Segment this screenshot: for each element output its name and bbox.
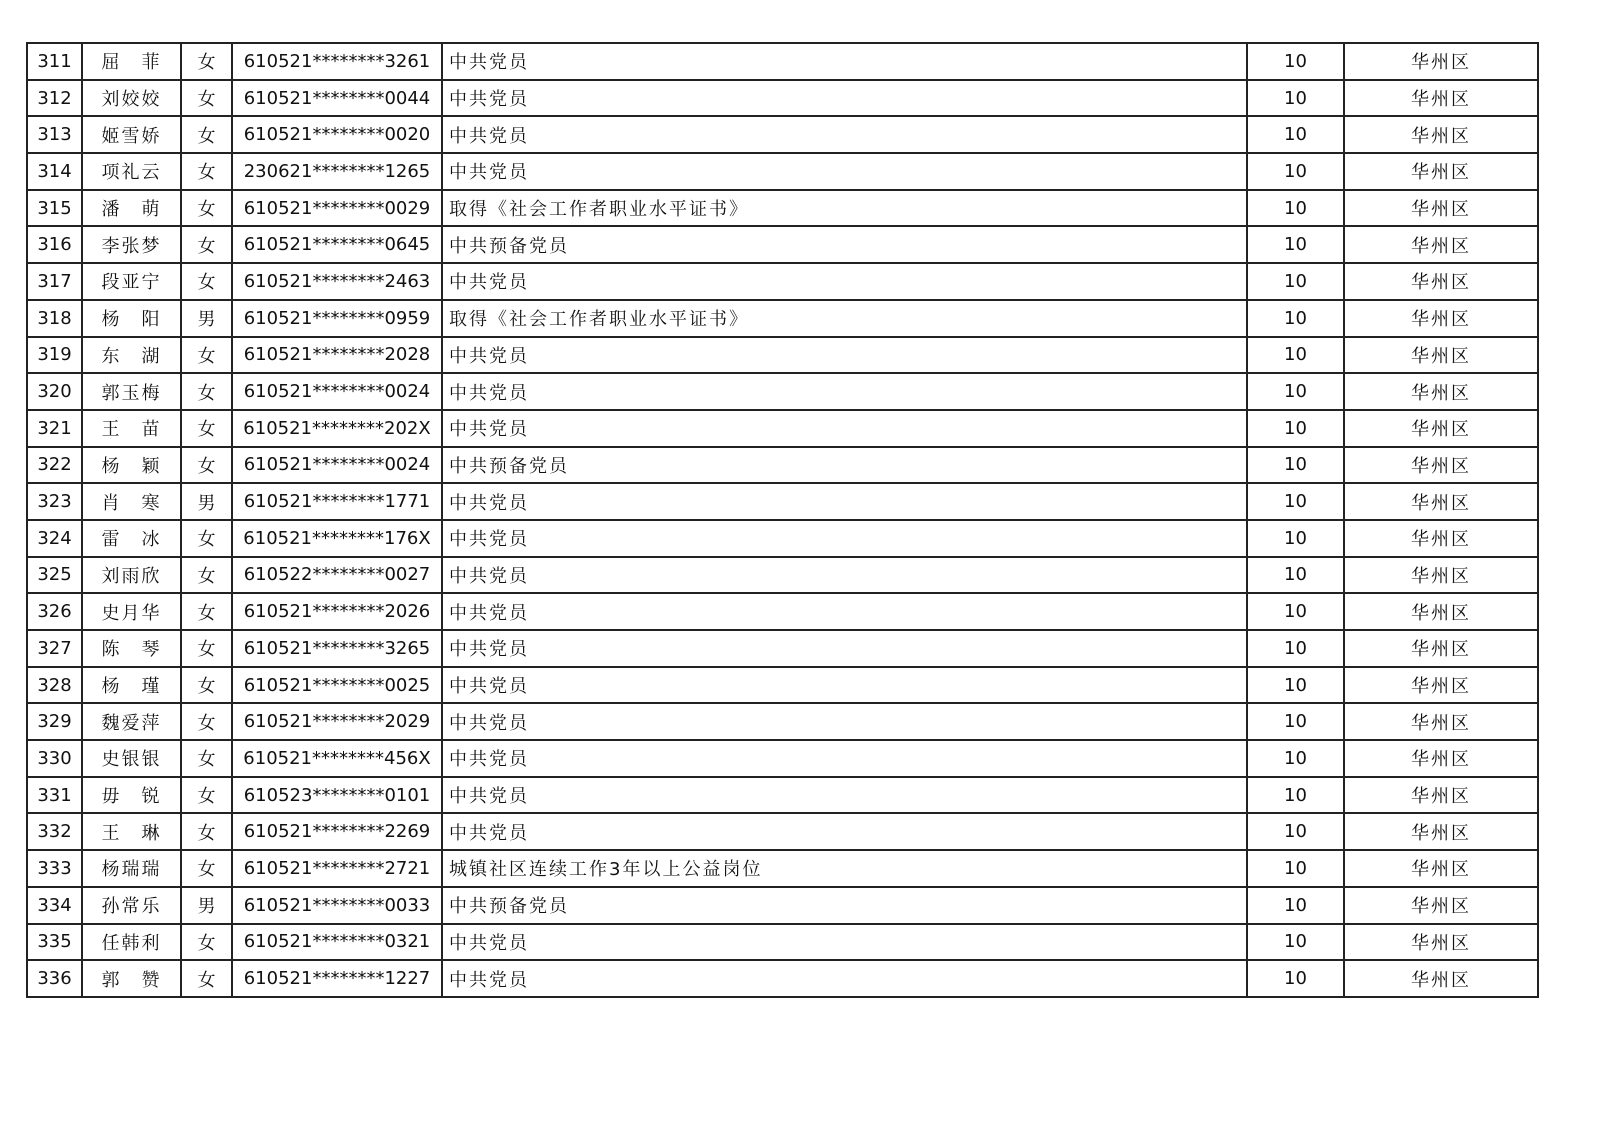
name-cell: 段亚宁 [82, 263, 181, 300]
row-number-cell: 319 [27, 337, 82, 374]
name-cell: 潘 萌 [82, 190, 181, 227]
id-number-cell: 610521********0020 [232, 116, 442, 153]
score-cell: 10 [1247, 226, 1344, 263]
gender-cell: 女 [181, 557, 232, 594]
id-number-cell: 610521********3265 [232, 630, 442, 667]
name-cell: 刘姣姣 [82, 80, 181, 117]
gender-cell: 女 [181, 263, 232, 300]
table-row [27, 190, 1538, 227]
score-cell: 10 [1247, 447, 1344, 484]
gender-cell: 女 [181, 593, 232, 630]
id-number-cell: 610521********0024 [232, 373, 442, 410]
score-cell: 10 [1247, 263, 1344, 300]
row-number-cell: 333 [27, 850, 82, 887]
name-cell: 孙常乐 [82, 887, 181, 924]
score-cell: 10 [1247, 80, 1344, 117]
qualification-cell: 中共党员 [442, 153, 1247, 190]
row-number-cell: 327 [27, 630, 82, 667]
district-cell: 华州区 [1344, 153, 1538, 190]
table-row [27, 116, 1538, 153]
row-number-cell: 324 [27, 520, 82, 557]
name-cell: 史月华 [82, 593, 181, 630]
district-cell: 华州区 [1344, 740, 1538, 777]
id-number-cell: 610521********0044 [232, 80, 442, 117]
score-cell: 10 [1247, 667, 1344, 704]
row-number-cell: 311 [27, 43, 82, 80]
table-row [27, 520, 1538, 557]
gender-cell: 女 [181, 777, 232, 814]
qualification-cell: 中共党员 [442, 116, 1247, 153]
id-number-cell: 610521********0645 [232, 226, 442, 263]
name-cell: 任韩利 [82, 924, 181, 961]
table-row [27, 263, 1538, 300]
qualification-cell: 中共党员 [442, 593, 1247, 630]
row-number-cell: 320 [27, 373, 82, 410]
district-cell: 华州区 [1344, 520, 1538, 557]
name-cell: 李张梦 [82, 226, 181, 263]
gender-cell: 女 [181, 520, 232, 557]
row-number-cell: 329 [27, 703, 82, 740]
row-number-cell: 312 [27, 80, 82, 117]
qualification-cell: 取得《社会工作者职业水平证书》 [442, 190, 1247, 227]
score-cell: 10 [1247, 373, 1344, 410]
id-number-cell: 610521********0029 [232, 190, 442, 227]
row-number-cell: 314 [27, 153, 82, 190]
score-cell: 10 [1247, 153, 1344, 190]
qualification-cell: 中共预备党员 [442, 226, 1247, 263]
qualification-cell: 中共党员 [442, 373, 1247, 410]
district-cell: 华州区 [1344, 703, 1538, 740]
applicant-table [26, 42, 1539, 998]
name-cell: 魏爱萍 [82, 703, 181, 740]
gender-cell: 女 [181, 740, 232, 777]
score-cell: 10 [1247, 924, 1344, 961]
gender-cell: 女 [181, 630, 232, 667]
name-cell: 王 苗 [82, 410, 181, 447]
district-cell: 华州区 [1344, 190, 1538, 227]
id-number-cell: 610521********0033 [232, 887, 442, 924]
row-number-cell: 316 [27, 226, 82, 263]
id-number-cell: 610521********2463 [232, 263, 442, 300]
qualification-cell: 中共党员 [442, 80, 1247, 117]
score-cell: 10 [1247, 777, 1344, 814]
qualification-cell: 中共党员 [442, 667, 1247, 704]
gender-cell: 女 [181, 850, 232, 887]
row-number-cell: 336 [27, 960, 82, 997]
score-cell: 10 [1247, 960, 1344, 997]
qualification-cell: 中共党员 [442, 960, 1247, 997]
name-cell: 郭 赞 [82, 960, 181, 997]
table-row [27, 593, 1538, 630]
id-number-cell: 610521********456X [232, 740, 442, 777]
name-cell: 姬雪娇 [82, 116, 181, 153]
gender-cell: 女 [181, 373, 232, 410]
row-number-cell: 332 [27, 813, 82, 850]
qualification-cell: 中共党员 [442, 43, 1247, 80]
id-number-cell: 610521********3261 [232, 43, 442, 80]
district-cell: 华州区 [1344, 447, 1538, 484]
name-cell: 杨 瑾 [82, 667, 181, 704]
score-cell: 10 [1247, 337, 1344, 374]
gender-cell: 女 [181, 226, 232, 263]
row-number-cell: 334 [27, 887, 82, 924]
qualification-cell: 中共党员 [442, 483, 1247, 520]
name-cell: 陈 琴 [82, 630, 181, 667]
score-cell: 10 [1247, 483, 1344, 520]
score-cell: 10 [1247, 43, 1344, 80]
name-cell: 王 琳 [82, 813, 181, 850]
table-row [27, 887, 1538, 924]
gender-cell: 女 [181, 960, 232, 997]
qualification-cell: 中共党员 [442, 557, 1247, 594]
score-cell: 10 [1247, 850, 1344, 887]
qualification-cell: 中共党员 [442, 924, 1247, 961]
id-number-cell: 610521********2269 [232, 813, 442, 850]
gender-cell: 女 [181, 80, 232, 117]
district-cell: 华州区 [1344, 813, 1538, 850]
id-number-cell: 610521********2028 [232, 337, 442, 374]
table-row [27, 850, 1538, 887]
name-cell: 屈 菲 [82, 43, 181, 80]
score-cell: 10 [1247, 520, 1344, 557]
name-cell: 史银银 [82, 740, 181, 777]
name-cell: 东 湖 [82, 337, 181, 374]
row-number-cell: 330 [27, 740, 82, 777]
district-cell: 华州区 [1344, 483, 1538, 520]
qualification-cell: 中共预备党员 [442, 447, 1247, 484]
district-cell: 华州区 [1344, 850, 1538, 887]
gender-cell: 女 [181, 116, 232, 153]
score-cell: 10 [1247, 116, 1344, 153]
qualification-cell: 城镇社区连续工作3年以上公益岗位 [442, 850, 1247, 887]
district-cell: 华州区 [1344, 410, 1538, 447]
district-cell: 华州区 [1344, 300, 1538, 337]
row-number-cell: 313 [27, 116, 82, 153]
row-number-cell: 315 [27, 190, 82, 227]
gender-cell: 女 [181, 153, 232, 190]
name-cell: 刘雨欣 [82, 557, 181, 594]
table-row [27, 813, 1538, 850]
id-number-cell: 230621********1265 [232, 153, 442, 190]
table-row [27, 337, 1538, 374]
row-number-cell: 326 [27, 593, 82, 630]
id-number-cell: 610521********202X [232, 410, 442, 447]
district-cell: 华州区 [1344, 373, 1538, 410]
name-cell: 肖 寒 [82, 483, 181, 520]
gender-cell: 男 [181, 483, 232, 520]
district-cell: 华州区 [1344, 887, 1538, 924]
id-number-cell: 610521********176X [232, 520, 442, 557]
name-cell: 杨 阳 [82, 300, 181, 337]
row-number-cell: 323 [27, 483, 82, 520]
row-number-cell: 325 [27, 557, 82, 594]
gender-cell: 女 [181, 447, 232, 484]
score-cell: 10 [1247, 410, 1344, 447]
name-cell: 杨瑞瑞 [82, 850, 181, 887]
table-row [27, 630, 1538, 667]
id-number-cell: 610521********1771 [232, 483, 442, 520]
district-cell: 华州区 [1344, 667, 1538, 704]
score-cell: 10 [1247, 300, 1344, 337]
row-number-cell: 335 [27, 924, 82, 961]
applicant-table-container [26, 42, 1539, 998]
table-row [27, 483, 1538, 520]
gender-cell: 女 [181, 813, 232, 850]
score-cell: 10 [1247, 557, 1344, 594]
row-number-cell: 322 [27, 447, 82, 484]
district-cell: 华州区 [1344, 593, 1538, 630]
qualification-cell: 中共党员 [442, 740, 1247, 777]
district-cell: 华州区 [1344, 226, 1538, 263]
gender-cell: 女 [181, 410, 232, 447]
table-row [27, 960, 1538, 997]
district-cell: 华州区 [1344, 630, 1538, 667]
id-number-cell: 610522********0027 [232, 557, 442, 594]
score-cell: 10 [1247, 630, 1344, 667]
table-row [27, 300, 1538, 337]
score-cell: 10 [1247, 740, 1344, 777]
score-cell: 10 [1247, 813, 1344, 850]
score-cell: 10 [1247, 703, 1344, 740]
qualification-cell: 中共党员 [442, 630, 1247, 667]
id-number-cell: 610521********0024 [232, 447, 442, 484]
row-number-cell: 318 [27, 300, 82, 337]
row-number-cell: 331 [27, 777, 82, 814]
id-number-cell: 610521********2721 [232, 850, 442, 887]
table-row [27, 557, 1538, 594]
qualification-cell: 中共党员 [442, 263, 1247, 300]
qualification-cell: 取得《社会工作者职业水平证书》 [442, 300, 1247, 337]
table-row [27, 373, 1538, 410]
table-row [27, 43, 1538, 80]
table-row [27, 80, 1538, 117]
table-row [27, 703, 1538, 740]
name-cell: 雷 冰 [82, 520, 181, 557]
id-number-cell: 610521********0025 [232, 667, 442, 704]
district-cell: 华州区 [1344, 263, 1538, 300]
score-cell: 10 [1247, 887, 1344, 924]
district-cell: 华州区 [1344, 337, 1538, 374]
gender-cell: 男 [181, 300, 232, 337]
gender-cell: 男 [181, 887, 232, 924]
name-cell: 杨 颖 [82, 447, 181, 484]
id-number-cell: 610523********0101 [232, 777, 442, 814]
district-cell: 华州区 [1344, 43, 1538, 80]
row-number-cell: 321 [27, 410, 82, 447]
id-number-cell: 610521********0321 [232, 924, 442, 961]
table-row [27, 153, 1538, 190]
id-number-cell: 610521********0959 [232, 300, 442, 337]
name-cell: 郭玉梅 [82, 373, 181, 410]
qualification-cell: 中共预备党员 [442, 887, 1247, 924]
id-number-cell: 610521********2029 [232, 703, 442, 740]
table-row [27, 740, 1538, 777]
district-cell: 华州区 [1344, 557, 1538, 594]
district-cell: 华州区 [1344, 777, 1538, 814]
district-cell: 华州区 [1344, 116, 1538, 153]
name-cell: 项礼云 [82, 153, 181, 190]
name-cell: 毋 锐 [82, 777, 181, 814]
id-number-cell: 610521********1227 [232, 960, 442, 997]
gender-cell: 女 [181, 190, 232, 227]
table-row [27, 777, 1538, 814]
table-row [27, 667, 1538, 704]
gender-cell: 女 [181, 703, 232, 740]
gender-cell: 女 [181, 43, 232, 80]
qualification-cell: 中共党员 [442, 337, 1247, 374]
table-row [27, 226, 1538, 263]
score-cell: 10 [1247, 593, 1344, 630]
id-number-cell: 610521********2026 [232, 593, 442, 630]
row-number-cell: 317 [27, 263, 82, 300]
qualification-cell: 中共党员 [442, 777, 1247, 814]
qualification-cell: 中共党员 [442, 520, 1247, 557]
gender-cell: 女 [181, 337, 232, 374]
qualification-cell: 中共党员 [442, 813, 1247, 850]
qualification-cell: 中共党员 [442, 410, 1247, 447]
applicant-table-body [27, 43, 1538, 997]
gender-cell: 女 [181, 924, 232, 961]
row-number-cell: 328 [27, 667, 82, 704]
qualification-cell: 中共党员 [442, 703, 1247, 740]
table-row [27, 447, 1538, 484]
gender-cell: 女 [181, 667, 232, 704]
district-cell: 华州区 [1344, 924, 1538, 961]
table-row [27, 924, 1538, 961]
district-cell: 华州区 [1344, 80, 1538, 117]
table-row [27, 410, 1538, 447]
score-cell: 10 [1247, 190, 1344, 227]
district-cell: 华州区 [1344, 960, 1538, 997]
